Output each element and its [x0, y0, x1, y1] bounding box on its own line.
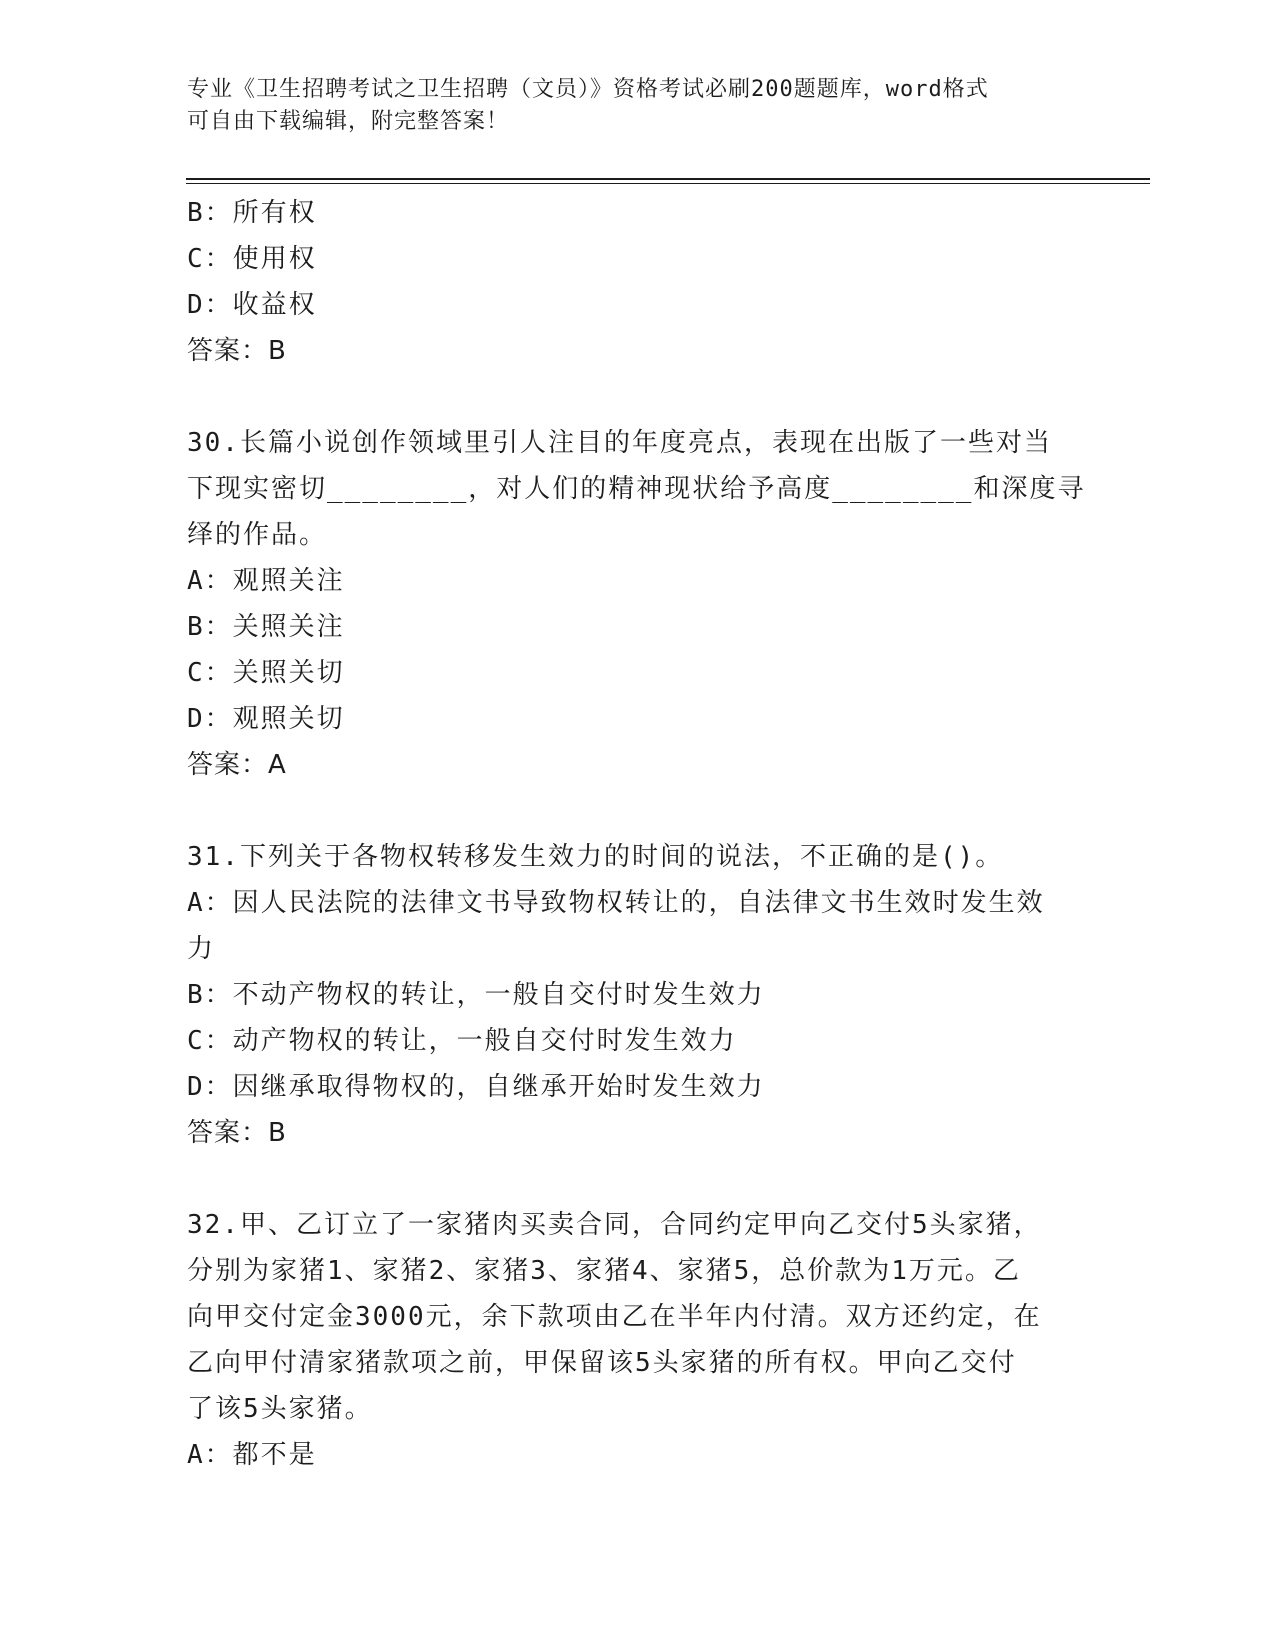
q32-question-line: 向甲交付定金3000元，余下款项由乙在半年内付清。双方还约定，在 [187, 1302, 1042, 1332]
q31-option-a-continued: 力 [187, 934, 216, 964]
question-29 [187, 190, 1087, 374]
q29-option-d: D：收益权 [187, 290, 317, 320]
q30-question-line: 下现实密切________，对人们的精神现状给予高度________和深度寻 [187, 474, 1086, 504]
question-31 [187, 834, 1087, 1156]
q30-option-d: D：观照关切 [187, 704, 345, 734]
q32-question-line: 分别为家猪1、家猪2、家猪3、家猪4、家猪5，总价款为1万元。乙 [187, 1256, 1021, 1286]
q31-option-c: C：动产物权的转让，一般自交付时发生效力 [187, 1026, 737, 1056]
question-32 [187, 1202, 1087, 1478]
header-line-1: 专业《卫生招聘考试之卫生招聘（文员）》资格考试必刷200题题库，word格式 [187, 77, 989, 102]
question-30 [187, 420, 1087, 788]
q32-option-a: A：都不是 [187, 1440, 317, 1470]
q29-option-c: C：使用权 [187, 244, 317, 274]
question-gap [187, 374, 1087, 420]
q30-option-c: C：关照关切 [187, 658, 345, 688]
q31-answer: 答案：B [187, 1118, 287, 1148]
q32-question-line: 乙向甲付清家猪款项之前，甲保留该5头家猪的所有权。甲向乙交付 [187, 1348, 1017, 1378]
q32-question-line: 32.甲、乙订立了一家猪肉买卖合同，合同约定甲向乙交付5头家猪， [187, 1210, 1042, 1240]
q30-question-line: 绎的作品。 [187, 520, 328, 550]
document-body [187, 190, 1087, 1478]
q30-option-b: B：关照关注 [187, 612, 345, 642]
q31-option-b: B：不动产物权的转让，一般自交付时发生效力 [187, 980, 765, 1010]
q30-question-line: 30.长篇小说创作领域里引人注目的年度亮点，表现在出版了一些对当 [187, 428, 1052, 458]
header-line-2: 可自由下载编辑，附完整答案！ [187, 109, 510, 134]
q31-option-d: D：因继承取得物权的，自继承开始时发生效力 [187, 1072, 765, 1102]
q30-option-a: A：观照关注 [187, 566, 345, 596]
q29-answer: 答案：B [187, 336, 287, 366]
q29-option-b: B：所有权 [187, 198, 317, 228]
q30-answer: 答案：A [187, 750, 287, 780]
q31-option-a: A：因人民法院的法律文书导致物权转让的，自法律文书生效时发生效 [187, 888, 1045, 918]
q31-question-line: 31.下列关于各物权转移发生效力的时间的说法，不正确的是()。 [187, 842, 1004, 872]
question-gap [187, 1156, 1087, 1202]
header-divider-thin [186, 183, 1150, 184]
question-gap [187, 788, 1087, 834]
header-divider-thick [186, 178, 1150, 180]
q32-question-line: 了该5头家猪。 [187, 1394, 373, 1424]
document-header [187, 74, 1087, 138]
